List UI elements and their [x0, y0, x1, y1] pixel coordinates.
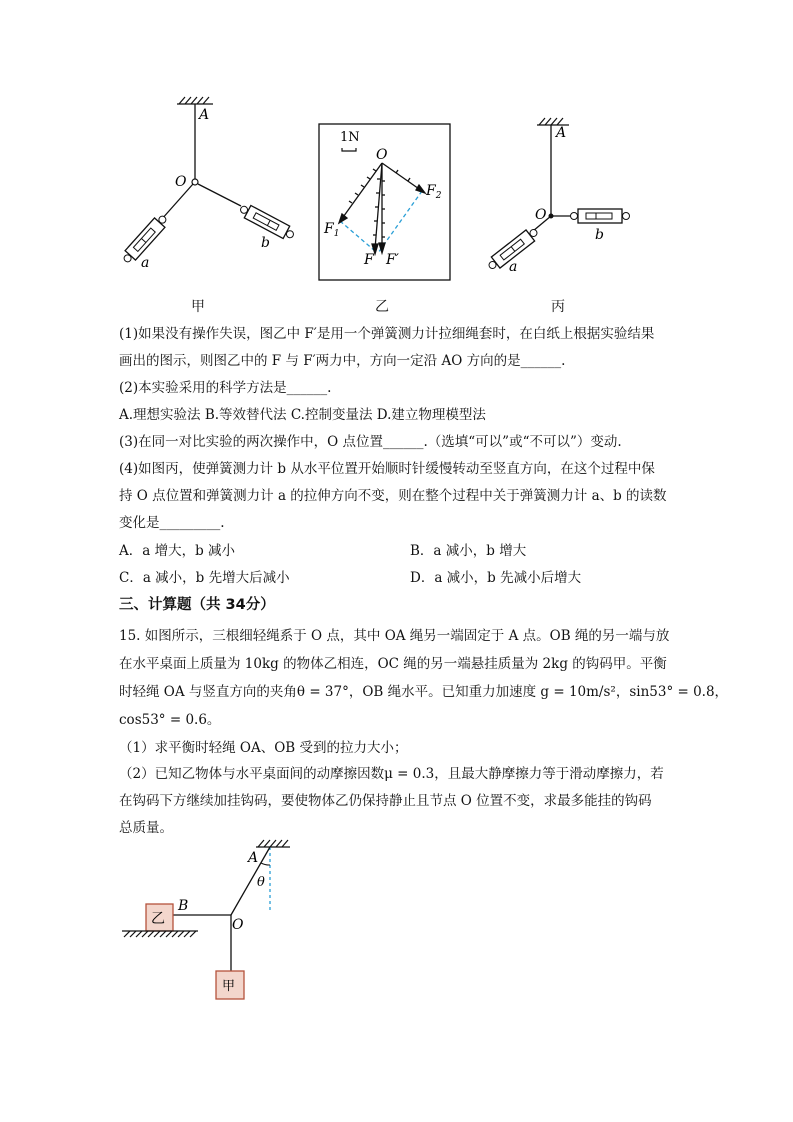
rope-Ob [198, 184, 241, 206]
label-theta: θ [257, 875, 265, 890]
label-a: a [509, 259, 518, 275]
q3-line1: (3)在同一对比实验的两次操作中，O 点位置______.（选填“可以”或“不可以”）变动. [119, 434, 622, 450]
label-A: A [199, 107, 210, 123]
spring-scale-b [571, 209, 630, 223]
section-3-title: 三、计算题（共 34分） [119, 597, 275, 613]
label-F1: $F_1$ [324, 221, 340, 239]
label-A: A [248, 850, 259, 866]
q4-option-a: A．a 增大，b 减小 [119, 543, 236, 559]
table-hatch [122, 931, 198, 937]
q4-line1: (4)如图丙，使弹簧测力计 b 从水平位置开始顺时针缓慢转动至竖直方向，在这个过程中保 [119, 461, 655, 477]
q4-option-c: C．a 减小，b 先增大后减小 [119, 570, 290, 586]
q4-option-b: B．a 减小，b 增大 [410, 543, 527, 559]
q15-sub2-line1: （2）已知乙物体与水平桌面间的动摩擦因数μ = 0.3，且最大静摩擦力等于滑动摩擦力，若 [119, 766, 664, 782]
figure-bing [485, 115, 645, 280]
label-block-jia: 甲 [222, 979, 236, 994]
label-O: O [376, 147, 388, 163]
q15-line3: 时轻绳 OA 与竖直方向的夹角θ = 37°，OB 绳水平。已知重力加速度 g = 10m/s²，sin53° = 0.8， [119, 684, 729, 700]
label-F: F [364, 252, 374, 268]
q2-line1: (2)本实验采用的科学方法是______. [119, 380, 332, 396]
ceiling-hatch [177, 97, 213, 104]
q15-line1: 15. 如图所示，三根细轻绳系于 O 点，其中 OA 绳另一端固定于 A 点。OB 绳的另一端与放 [119, 628, 670, 644]
caption-jia: 甲 [191, 299, 205, 315]
q15-sub2-line2: 在钩码下方继续加挂钩码，要使物体乙仍保持静止且节点 O 位置不变，求最多能挂的钩码 [119, 793, 652, 809]
q1-line2: 画出的图示，则图乙中的 F 与 F′两力中，方向一定沿 AO 方向的是______. [119, 353, 566, 369]
scale-label: 1N [340, 130, 360, 145]
figure-q15 [118, 838, 308, 1008]
figure-yi [318, 123, 452, 283]
label-O: O [232, 917, 244, 933]
label-O: O [535, 207, 547, 223]
q15-line2: 在水平桌面上质量为 10kg 的物体乙相连，OC 绳的另一端悬挂质量为 2kg 的钩码甲。平衡 [119, 656, 667, 672]
caption-yi: 乙 [375, 299, 389, 315]
label-O: O [175, 174, 187, 190]
figure-jia [115, 92, 315, 282]
label-a: a [141, 255, 150, 271]
q4-option-d: D．a 减小，b 先减小后增大 [410, 570, 582, 586]
ceiling-hatch [537, 118, 569, 125]
label-b: b [595, 227, 604, 243]
label-b: b [261, 235, 270, 251]
q2-options: A.理想实验法 B.等效替代法 C.控制变量法 D.建立物理模型法 [119, 407, 486, 423]
label-A: A [556, 125, 567, 141]
ceiling-hatch [256, 840, 290, 847]
caption-bing: 丙 [551, 299, 565, 315]
q15-sub2-line3: 总质量。 [119, 820, 173, 836]
q4-line2: 持 O 点位置和弹簧测力计 a 的拉伸方向不变，则在整个过程中关于弹簧测力计 a、b 的读数 [119, 488, 667, 504]
angle-arc [261, 863, 270, 865]
q15-sub1: （1）求平衡时轻绳 OA、OB 受到的拉力大小； [119, 740, 408, 756]
q1-line1: (1)如果没有操作失误，图乙中 F′是用一个弹簧测力计拉细绳套时，在白纸上根据实验结果 [119, 326, 655, 342]
q15-line4: cos53° = 0.6。 [119, 712, 221, 728]
label-block-yi: 乙 [151, 911, 165, 927]
label-F2: $F_2$ [426, 183, 442, 201]
label-B: B [178, 898, 189, 914]
label-F-prime: F′ [386, 252, 399, 268]
q4-line3: 变化是_________. [119, 515, 225, 531]
